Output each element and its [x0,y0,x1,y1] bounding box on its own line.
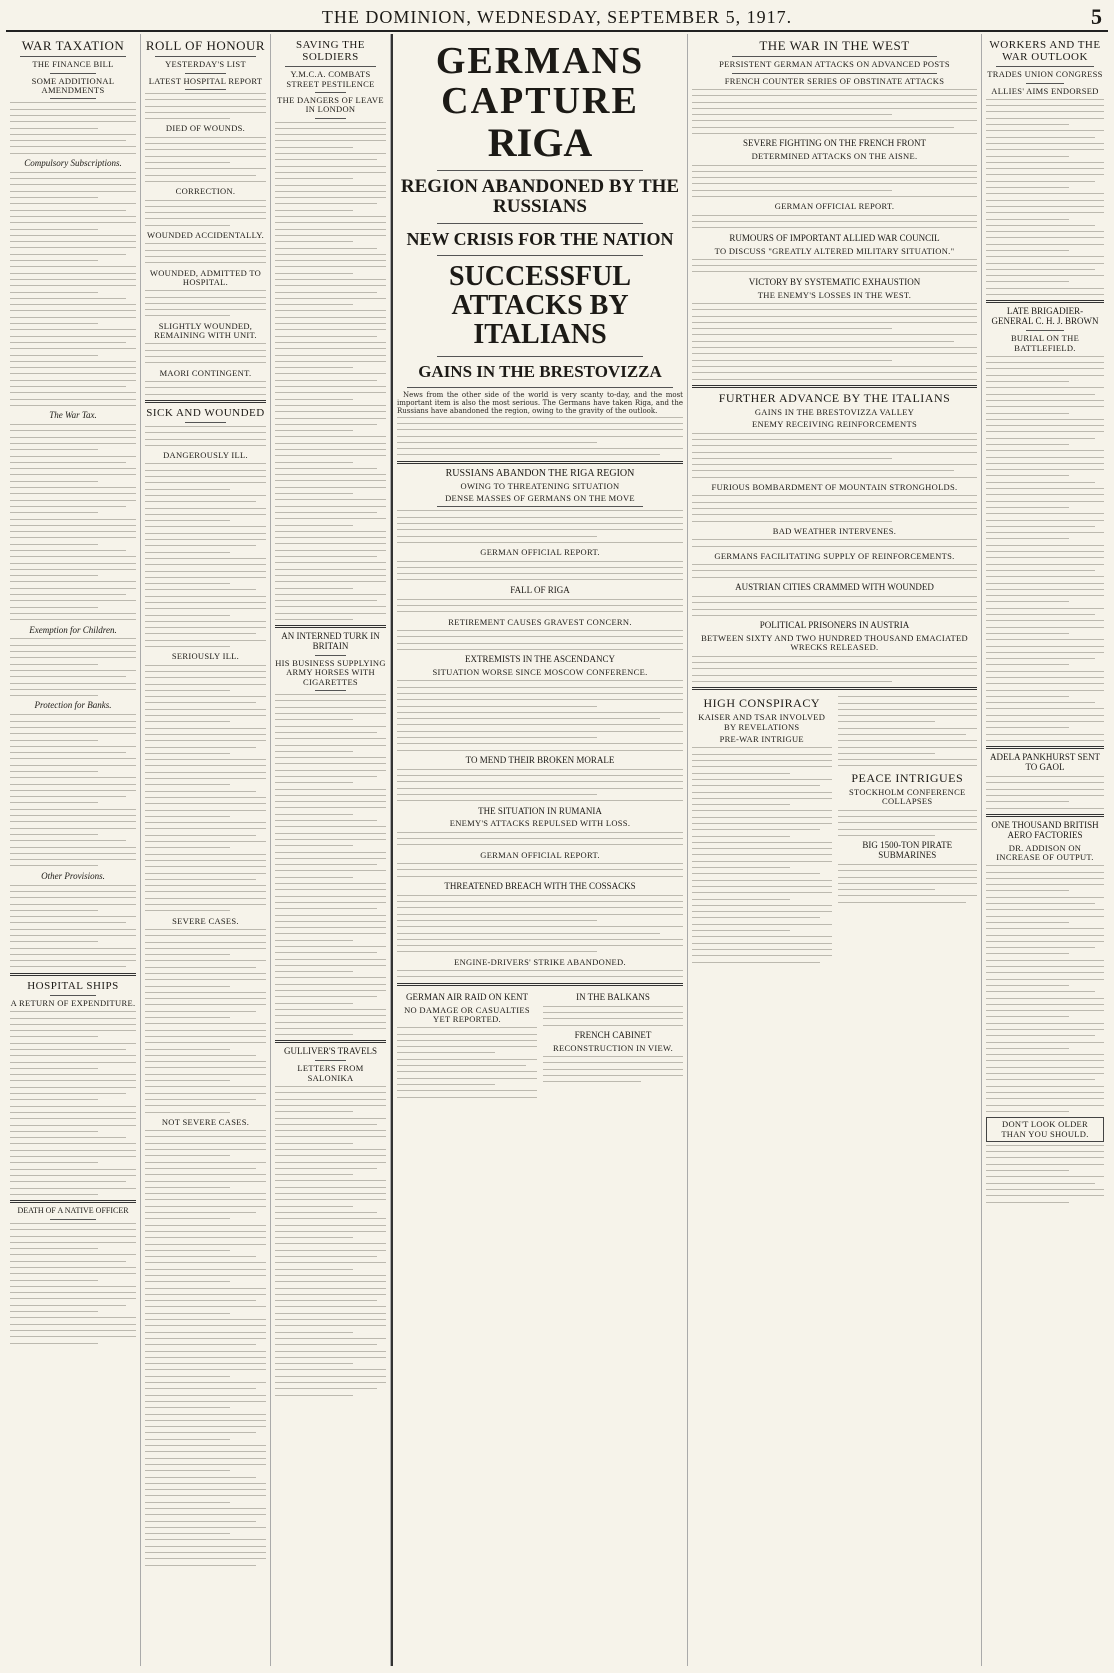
brief-balkans [543,990,683,1103]
subhead-bad-weather: BAD WEATHER INTERVENES. [772,525,897,536]
article-text [397,970,683,977]
article-text [275,1086,386,1396]
article-text [10,1011,136,1195]
headline-war-taxation: WAR TAXATION [21,38,125,53]
article-text [145,381,266,395]
article-text [275,694,386,1035]
article-text [397,863,683,877]
column-main-news [391,34,688,1666]
article-text [397,769,683,801]
list-dangerously-ill: DANGEROUSLY ILL. [163,450,248,461]
headline-cossacks: THREATENED BREACH WITH THE COSSACKS [444,880,636,891]
headline-pankhurst: ADELA PANKHURST SENT TO GAOL [989,752,1101,773]
headline-workers: WORKERS AND THE WAR OUTLOOK [989,39,1101,64]
article-text [986,99,1104,295]
headline-balkans: IN THE BALKANS [576,991,650,1002]
article-text [692,656,977,682]
subhead-expenditure: A RETURN OF EXPENDITURE. [10,997,136,1008]
headline-broken-morale: TO MEND THEIR BROKEN MORALE [465,754,615,765]
list-seriously-ill: SERIOUSLY ILL. [171,651,240,662]
article-text [692,596,977,616]
article-text [397,680,683,750]
subhead-aisne: DETERMINED ATTACKS ON THE AISNE. [751,151,918,162]
column-war-taxation [6,34,141,1666]
headline-peace-intrigues: PEACE INTRIGUES [851,770,964,785]
headline-war-in-west: THE WAR IN THE WEST [759,38,910,53]
subhead-allies-aims: ALLIES' AIMS ENDORSED [991,85,1099,96]
list-correction: CORRECTION. [175,186,236,197]
article-text [145,1130,266,1565]
article-text [692,747,832,962]
headline-sick-wounded: SICK AND WOUNDED [146,406,265,419]
section-war-tax: The War Tax. [49,410,97,421]
subhead-persistent: PERSISTENT GERMAN ATTACKS ON ADVANCED POSTS [719,59,950,70]
article-text [692,303,977,380]
bottom-briefs [397,990,683,1103]
headline-germans-capture: GERMANS CAPTURE [435,40,645,122]
article-text [397,630,683,650]
subhead-german-report-2: GERMAN OFFICIAL REPORT. [480,849,600,860]
article-text [692,539,977,546]
lead-paragraph: News from the other side of the world is very scanty to-day, and the most important item is also the most serious. The Germans have taken Riga, and the Russians have abandoned the region, owing to the gravity of the outlook. [397,390,683,415]
list-not-severe-cases: NOT SEVERE CASES. [161,1116,250,1127]
brief-air-raid [397,990,537,1103]
headline-war-council: RUMOURS OF IMPORTANT ALLIED WAR COUNCIL [729,232,940,243]
article-text [397,599,683,613]
article-text [543,1006,683,1026]
subhead-supply: GERMANS FACILITATING SUPPLY OF REINFORCEMENTS. [714,550,955,561]
headline-interned-turk: AN INTERNED TURK IN BRITAIN [281,631,380,652]
article-text [692,495,977,521]
article-text [692,215,977,229]
headline-brestovizza: GAINS IN THE BRESTOVIZZA [418,361,662,381]
headline-french-cabinet: FRENCH CABINET [574,1029,652,1040]
headline-austrian-cities: AUSTRIAN CITIES CRAMMED WITH WOUNDED [735,582,934,593]
article-text [397,561,683,581]
headline-political-prisoners: POLITICAL PRISONERS IN AUSTRIA [759,620,910,631]
subhead-addison: DR. ADDISON ON INCREASE OF OUTPUT. [996,842,1094,862]
subhead-brestovizza-valley: GAINS IN THE BRESTOVIZZA VALLEY [754,407,915,418]
headline-russians-abandon: RUSSIANS ABANDON THE RIGA REGION [445,467,635,479]
headline-air-raid: GERMAN AIR RAID ON KENT [406,991,528,1002]
brief-peace [838,694,978,968]
headline-roll-of-honour: ROLL OF HONOUR [145,38,266,53]
article-text [692,259,977,273]
column-workers [982,34,1108,1666]
article-text [145,463,266,647]
article-text [275,122,386,620]
subhead-retirement: RETIREMENT CAUSES GRAVEST CONCERN. [448,616,632,627]
article-text [10,638,136,696]
headline-native-officer: DEATH OF A NATIVE OFFICER [17,1206,129,1216]
article-text [145,290,266,316]
article-text [145,137,266,182]
article-text [10,424,136,620]
article-text [692,433,977,478]
article-text [10,102,136,153]
headline-region-abandoned: REGION ABANDONED BY THE RUSSIANS [400,175,680,217]
subhead-repulsed: ENEMY'S ATTACKS REPULSED WITH LOSS. [449,818,631,829]
column-war-in-west [688,34,982,1666]
article-text [145,343,266,363]
subhead-reinforcements: ENEMY RECEIVING REINFORCEMENTS [752,419,917,430]
article-text [10,172,136,406]
article-text [145,426,266,446]
subhead-enemy-losses: THE ENEMY'S LOSSES IN THE WEST. [757,289,912,300]
article-text [10,885,136,968]
article-text [543,1056,683,1082]
subhead-altered-situation: TO DISCUSS "GREATLY ALTERED MILITARY SITUATION." [714,245,955,256]
headline-gullivers-travels: GULLIVER'S TRAVELS [283,1046,378,1057]
subhead-pre-war: PRE-WAR INTRIGUE [719,734,804,745]
list-slightly-wounded: SLIGHTLY WOUNDED, REMAINING WITH UNIT. [154,320,257,341]
subhead-cigarettes: HIS BUSINESS SUPPLYING ARMY HORSES WITH CIGARETTES [275,658,386,687]
headline-hospital-ships: HOSPITAL SHIPS [27,979,119,992]
article-text [986,865,1104,1112]
headline-successful-attacks: SUCCESSFUL ATTACKS BY ITALIANS [448,260,632,351]
article-text [986,776,1104,808]
subhead-dense-masses: DENSE MASSES OF GERMANS ON THE MOVE [445,493,635,504]
headline-riga: RIGA [487,119,593,165]
headline-italian-advance: FURTHER ADVANCE BY THE ITALIANS [718,390,951,405]
subhead-threatening: OWING TO THREATENING SITUATION [460,480,620,491]
headline-exhaustion: VICTORY BY SYSTEMATIC EXHAUSTION [748,276,921,287]
headline-high-conspiracy: HIGH CONSPIRACY [703,696,820,711]
subhead-ymca: Y.M.C.A. COMBATS STREET PESTILENCE [286,69,375,89]
headline-rumania: THE SITUATION IN RUMANIA [478,805,602,816]
masthead [6,4,1108,32]
list-died-of-wounds: DIED OF WOUNDS. [165,123,246,134]
column-saving-soldiers [271,34,391,1666]
section-banks: Protection for Banks. [34,700,112,711]
subhead-german-report: GERMAN OFFICIAL REPORT. [480,547,600,558]
subhead-no-damage: NO DAMAGE OR CASUALTIES YET REPORTED. [404,1004,530,1024]
section-compulsory: Compulsory Subscriptions. [24,158,122,168]
headline-new-crisis: NEW CRISIS FOR THE NATION [406,228,674,249]
subhead-finance-bill: THE FINANCE BILL [32,59,114,70]
headline-brigadier: LATE BRIGADIER-GENERAL C. H. J. BROWN [991,306,1099,327]
section-other: Other Provisions. [41,870,105,881]
headline-aero-factories: ONE THOUSAND BRITISH AERO FACTORIES [991,819,1099,840]
article-text [986,1145,1104,1203]
advert-dont-look-older: DON'T LOOK OLDER THAN YOU SHOULD. [986,1117,1104,1142]
article-text [692,89,977,134]
article-text [397,510,683,542]
article-text [397,832,683,846]
subhead-trades-union: TRADES UNION CONGRESS [987,69,1103,80]
article-text [397,1027,537,1097]
list-wounded-accidentally: WOUNDED ACCIDENTALLY. [147,230,264,241]
article-text [986,356,1104,741]
headline-fall-of-riga: FALL OF RIGA [510,584,570,595]
subhead-stockholm: STOCKHOLM CONFERENCE COLLAPSES [848,786,966,807]
column-roll-of-honour [141,34,271,1666]
article-text [397,417,683,456]
subhead-salonika: LETTERS FROM SALONIKA [297,1063,364,1083]
article-text [10,714,136,866]
subhead-bombardment: FURIOUS BOMBARDMENT OF MOUNTAIN STRONGHOLDS. [711,482,958,493]
subhead-german-report: GERMAN OFFICIAL REPORT. [774,201,895,212]
subhead-burial: BURIAL ON THE BATTLEFIELD. [1010,333,1080,353]
subhead-hospital-report: LATEST HOSPITAL REPORT [148,75,263,86]
list-maori-contingent: MAORI CONTINGENT. [159,367,252,378]
article-text [10,1223,136,1344]
article-text [145,200,266,226]
subhead-moscow-conference: SITUATION WORSE SINCE MOSCOW CONFERENCE. [432,666,648,677]
article-text [692,564,977,578]
subhead-amendments: SOME ADDITIONAL AMENDMENTS [31,75,115,95]
list-severe-cases: SEVERE CASES. [172,915,239,926]
list-wounded-admitted: WOUNDED, ADMITTED TO HOSPITAL. [149,267,262,287]
headline-extremists: EXTREMISTS IN THE ASCENDANCY [464,654,616,665]
headline-severe-fighting: SEVERE FIGHTING ON THE FRENCH FRONT [742,138,927,149]
headline-submarines: BIG 1500-TON PIRATE SUBMARINES [862,840,953,861]
article-text [145,665,266,912]
subhead-french-counter: FRENCH COUNTER SERIES OF OBSTINATE ATTACKS [724,75,945,86]
article-text [692,165,977,197]
masthead-title: THE DOMINION, WEDNESDAY, SEPTEMBER 5, 1917. [321,6,793,27]
article-text [397,895,683,953]
subhead-kaiser-tsar: KAISER AND TSAR INVOLVED BY REVELATIONS [698,712,826,732]
headline-saving-soldiers: SAVING THE SOLDIERS [295,39,366,64]
brief-conspiracy [692,694,832,968]
article-text [838,810,978,836]
subhead-emaciated: BETWEEN SIXTY AND TWO HUNDRED THOUSAND EMACIATED WRECKS RELEASED. [701,633,968,653]
article-text [145,243,266,263]
article-text [145,93,266,119]
subhead-yesterdays-list: YESTERDAY'S LIST [165,59,246,70]
subhead-dangers-of-leave: THE DANGERS OF LEAVE IN LONDON [277,94,384,115]
subhead-engine-drivers: ENGINE-DRIVERS' STRIKE ABANDONED. [454,956,626,967]
article-text [838,696,978,766]
article-text [145,929,266,1113]
subhead-reconstruction: RECONSTRUCTION IN VIEW. [553,1042,673,1053]
bottom-section [692,694,977,968]
article-text [838,864,978,903]
section-exemption: Exemption for Children. [29,624,117,635]
page-number: 5 [1091,4,1102,29]
